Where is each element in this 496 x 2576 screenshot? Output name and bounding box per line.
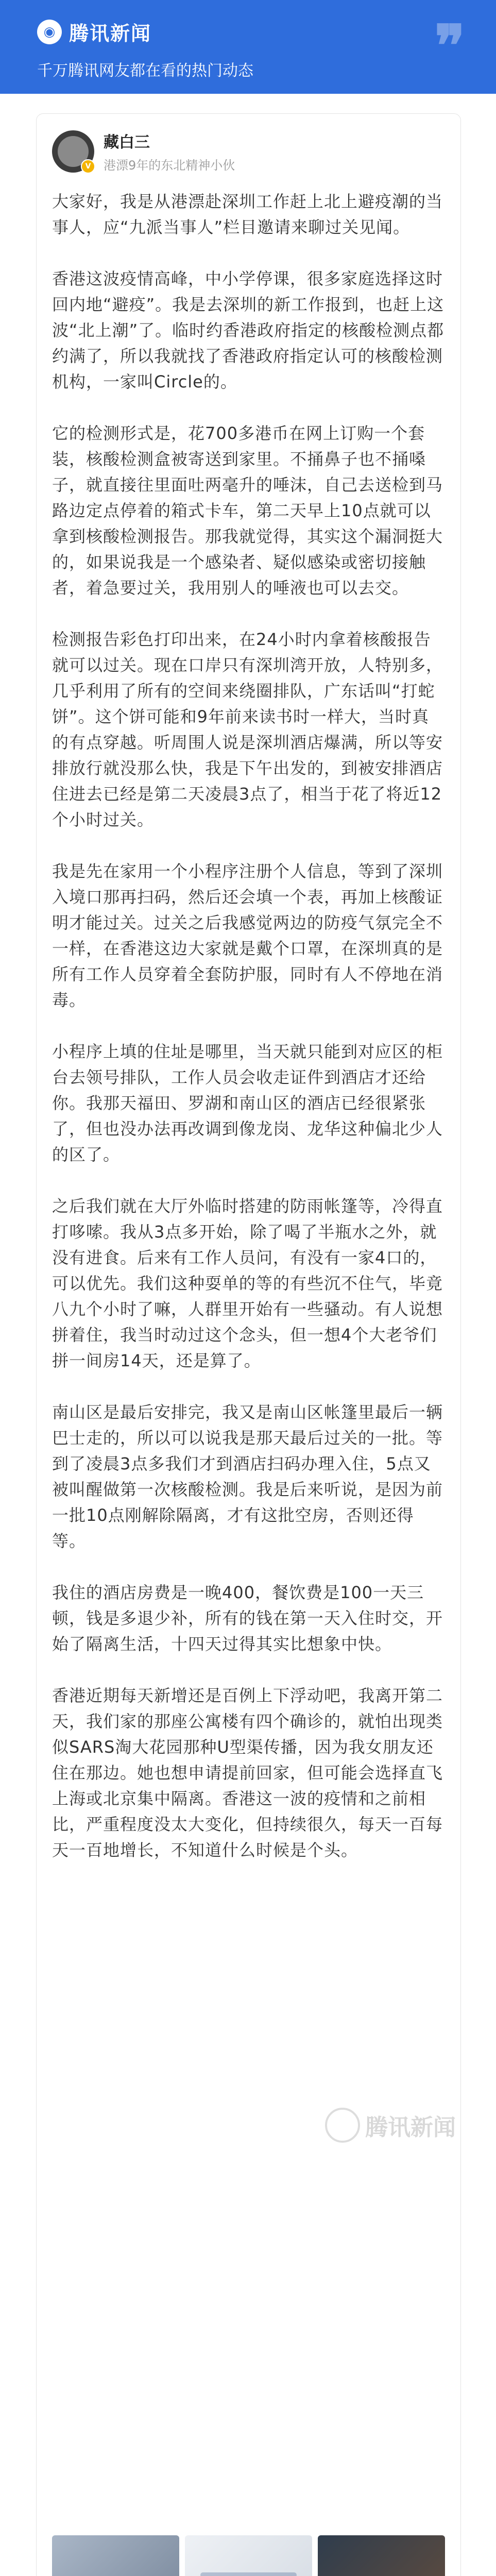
author-description: 港漂9年的东北精神小伙 <box>104 158 235 173</box>
header-subtitle: 千万腾讯网友都在看的热门动态 <box>37 62 253 80</box>
paragraph: 它的检测形式是，花700多港币在网上订购一个套装，核酸检测盒被寄送到家里。不捅鼻子也不捅嗓子，就直接往里面吐两毫升的唾沫，自己去送检到马路边定点停着的箱式卡车，第二天早上10点就可以拿到核酸检测报告。那我就觉得，其实这个漏洞挺大的，如果说我是一个感染者、疑似感染或密切接触者，着急要过关，我用别人的唾液也可以去交。 <box>52 423 443 598</box>
post-card <box>36 113 461 2576</box>
app-header <box>0 0 496 94</box>
watermark <box>325 2108 456 2143</box>
paragraph: 南山区是最后安排完，我又是南山区帐篷里最后一辆巴士走的，所以可以说我是那天最后过关的一批。等到了凌晨3点多我们才到酒店扫码办理入住，5点又被叫醒做第一次核酸检测。我是后来听说，是因为前一批10点刚解除隔离，才有这批空房，否则还得等。 <box>52 1402 443 1551</box>
photo-thumbnail[interactable] <box>185 2535 312 2576</box>
verified-badge-icon: V <box>81 159 95 174</box>
paragraph: 大家好，我是从港漂赴深圳工作赶上北上避疫潮的当事人，应“九派当事人”栏目邀请来聊过关见闻。 <box>52 192 443 237</box>
paragraph: 香港近期每天新增还是百例上下浮动吧，我离开第二天，我们家的那座公寓楼有四个确诊的，就怕出现类似SARS淘大花园那种U型渠传播，因为我女朋友还住在那边。她也想申请提前回家，但可能会选择直飞上海或北京集中隔离。香港这一波的疫情和之前相比，严重程度没太大变化，但持续很久，每天一百每天一百地增长，不知道什么时候是个头。 <box>52 1686 443 1860</box>
paragraph: 小程序上填的住址是哪里，当天就只能到对应区的柜台去领号排队，工作人员会收走证件到酒店才还给你。我那天福田、罗湖和南山区的酒店已经很紧张了，但也没办法再改调到像龙岗、龙华这种偏北少人的区了。 <box>52 1042 443 1164</box>
photo-grid <box>52 2535 445 2576</box>
watermark-logo-icon <box>325 2108 360 2143</box>
photo-thumbnail[interactable] <box>52 2535 179 2576</box>
author-block[interactable] <box>52 129 235 173</box>
author-info <box>104 129 235 173</box>
avatar[interactable] <box>52 130 94 173</box>
photo-thumbnail[interactable] <box>318 2535 445 2576</box>
paragraph: 我住的酒店房费是一晚400，餐饮费是100一天三顿，钱是多退少补，所有的钱在第一天入住时交，开始了隔离生活，十四天过得其实比想象中快。 <box>52 1583 443 1654</box>
post-content <box>52 189 445 1889</box>
paragraph: 检测报告彩色打印出来，在24小时内拿着核酸报告就可以过关。现在口岸只有深圳湾开放，人特别多，几乎利用了所有的空间来绕圈排队，广东话叫“打蛇饼”。这个饼可能和9年前来读书时一样大，当时真的有点穿越。听周围人说是深圳酒店爆满，所以等安排放行就没那么快，我是下午出发的，到被安排酒店住进去已经是第二天凌晨3点了，相当于花了将近12个小时过关。 <box>52 630 443 829</box>
paragraph: 之后我们就在大厅外临时搭建的防雨帐篷等，冷得直打哆嗦。我从3点多开始，除了喝了半瓶水之外，就没有进食。后来有工作人员问，有没有一家4口的，可以优先。我们这种耍单的等的有些沉不住气，毕竟八九个小时了嘛，人群里开始有一些骚动。有人说想拼着住，我当时动过这个念头，但一想4个大老爷们拼一间房14天，还是算了。 <box>52 1196 443 1370</box>
author-name[interactable]: 藏白三 <box>104 133 150 151</box>
app-logo <box>37 18 151 46</box>
quote-icon: ❞ <box>434 12 465 79</box>
tencent-news-logo-icon: ◉ <box>37 20 62 44</box>
paragraph: 我是先在家用一个小程序注册个人信息，等到了深圳入境口那再扫码，然后还会填一个表，再加上核酸证明才能过关。过关之后我感觉两边的防疫气氛完全不一样，在香港这边大家就是戴个口罩，在深圳真的是所有工作人员穿着全套防护服，同时有人不停地在消毒。 <box>52 861 443 1010</box>
paragraph: 香港这波疫情高峰，中小学停课，很多家庭选择这时回内地“避疫”。我是去深圳的新工作报到，也赶上这波“北上潮”了。临时约香港政府指定的核酸检测点都约满了，所以我就找了香港政府指定认可的核酸检测机构，一家叫Circle的。 <box>52 269 444 392</box>
watermark-text: 腾讯新闻 <box>365 2114 456 2141</box>
app-title: 腾讯新闻 <box>69 22 152 45</box>
